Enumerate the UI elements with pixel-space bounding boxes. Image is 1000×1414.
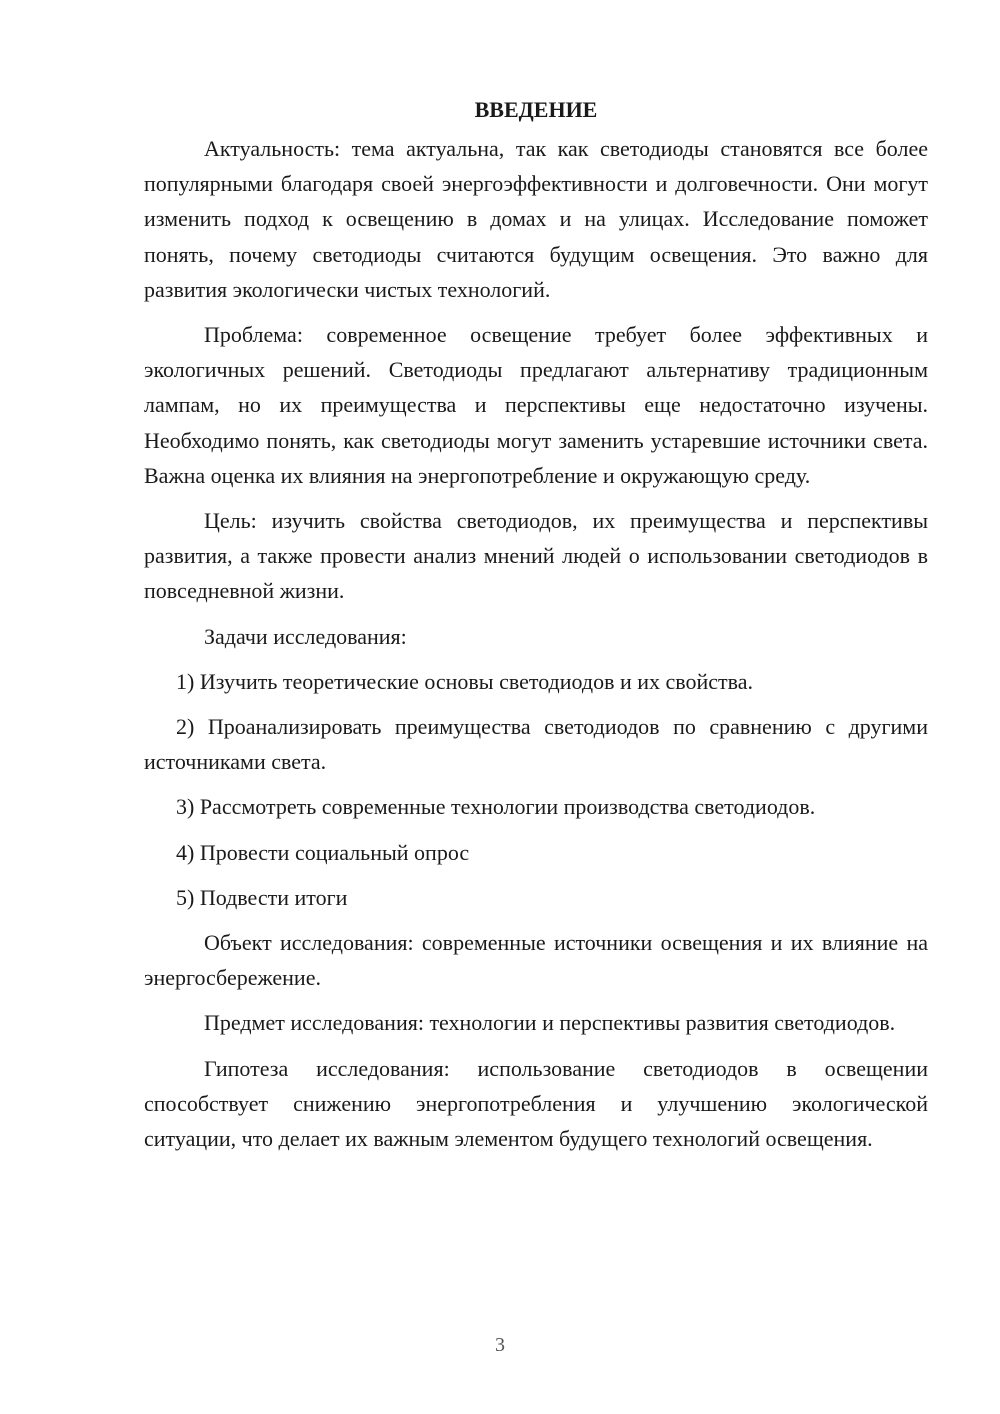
task-item-1: 1) Изучить теоретические основы светодиодов и их свойства. [176, 668, 754, 694]
paragraph-goal: Цель: изучить свойства светодиодов, их преимущества и перспективы развития, а также провести анализ мнений людей о использовании светодиодов в повседневной жизни. [144, 508, 928, 604]
paragraph-subject: Предмет исследования: технологии и перспективы развития светодиодов. [204, 1010, 896, 1036]
section-heading: ВВЕДЕНИЕ [474, 97, 598, 122]
page-number: 3 [495, 1334, 505, 1356]
task-item-2: 2) Проанализировать преимущества светодиодов по сравнению с другими источниками света. [144, 714, 928, 775]
paragraph-object: Объект исследования: современные источники освещения и их влияние на энергосбережение. [144, 930, 928, 991]
paragraph-problem: Проблема: современное освещение требует более эффективных и экологичных решений. Светодиоды предлагают альтернативу традиционным лампам, но их преимущества и перспективы еще недостаточно изучены. Необходимо понять, как светодиоды могут заменить устаревшие источники света. Важна оценка их влияния на энергопотребление и окружающую среду. [144, 322, 928, 488]
paragraph-hypothesis: Гипотеза исследования: использование светодиодов в освещении способствует снижению энергопотребления и улучшению экологической ситуации, что делает их важным элементом будущего технологий освещения. [144, 1055, 928, 1152]
task-list [144, 664, 928, 915]
paragraph-relevance: Актуальность: тема актуальна, так как светодиоды становятся все более популярными благодаря своей энергоэффективности и долговечности. Они могут изменить подход к освещению в домах и на улицах. Исследование поможет понять, почему светодиоды считаются будущим освещения. Это важно для развития экологически чистых технологий. [144, 136, 928, 302]
paragraph-tasks-title: Задачи исследования: [204, 623, 407, 649]
task-item-4: 4) Провести социальный опрос [176, 839, 470, 865]
task-item-5: 5) Подвести итоги [176, 884, 348, 910]
task-item-3: 3) Рассмотреть современные технологии производства светодиодов. [176, 794, 816, 820]
document-page [144, 92, 928, 1156]
